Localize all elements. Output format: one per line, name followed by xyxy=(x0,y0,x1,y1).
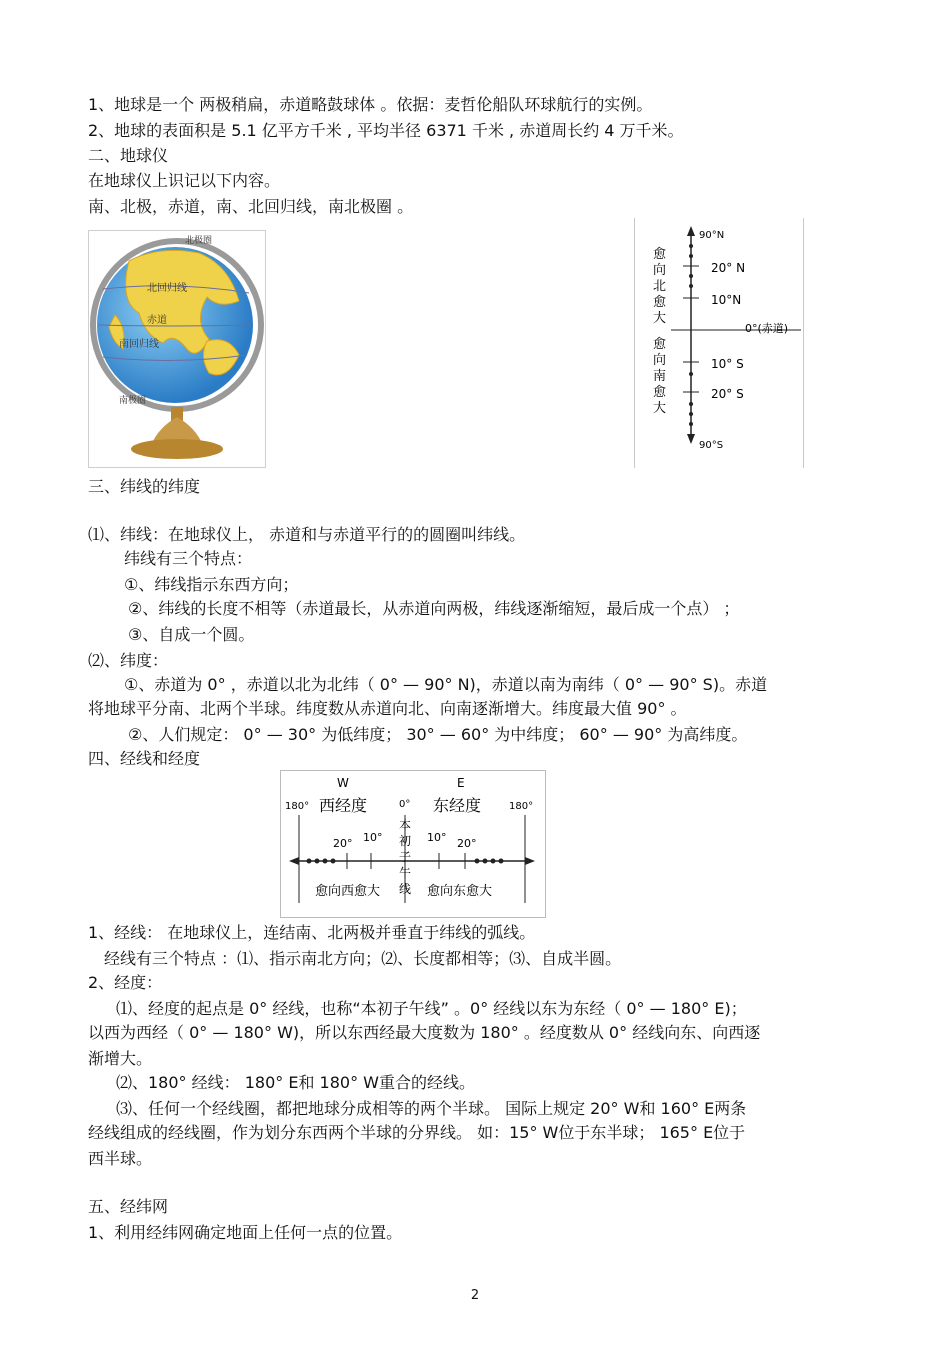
globe-label-south-tropic: 南回归线 xyxy=(119,339,159,350)
lat-label-20n: 20° N xyxy=(711,261,746,275)
lat-south-char: 愈 xyxy=(653,337,667,352)
text-line: 渐增大。 xyxy=(88,1049,153,1068)
lon-label-west: 西经度 xyxy=(319,796,368,815)
prime-meridian-char: 线 xyxy=(399,882,412,896)
lon-west-bottom: 愈向西愈大 xyxy=(315,884,381,899)
prime-meridian-char: 本 xyxy=(399,818,412,832)
lat-north-char: 北 xyxy=(653,279,667,294)
text-line: 以西为西经（ 0° — 180° W)，所以东西经最大度数为 180° 。经度数从 0° 经线向东、向西逐 xyxy=(88,1023,761,1042)
lon-label-e: E xyxy=(457,776,465,790)
page-number: 2 xyxy=(470,1288,480,1303)
globe-label-equator: 赤道 xyxy=(147,315,167,326)
text-line: 在地球仪上识记以下内容。 xyxy=(88,171,281,190)
lon-label-20e: 20° xyxy=(457,837,477,850)
text-line: ②、人们规定： 0° — 30° 为低纬度； 30° — 60° 为中纬度； 60° — 90° 为高纬度。 xyxy=(128,725,748,744)
text-line: 西半球。 xyxy=(88,1149,153,1168)
lat-label-90s: 90°S xyxy=(699,440,724,451)
lat-label-10s: 10° S xyxy=(711,357,744,371)
lon-label-180-left: 180° xyxy=(285,801,310,812)
text-line: ⑶、任何一个经线圈，都把地球分成相等的两个半球。 国际上规定 20° W和 160° E两条 xyxy=(116,1099,747,1118)
lat-south-char: 愈 xyxy=(653,385,667,400)
text-line: 2、经度： xyxy=(88,973,163,992)
lat-label-90n: 90°N xyxy=(699,230,725,241)
lon-label-180-right: 180° xyxy=(509,801,534,812)
globe-label-north-arctic: 北极圈 xyxy=(185,236,213,246)
text-line: 纬线有三个特点： xyxy=(124,549,253,568)
lat-south-char: 向 xyxy=(653,353,667,368)
text-line: ②、纬线的长度不相等（赤道最长，从赤道向两极，纬线逐渐缩短，最后成一个点） ； xyxy=(128,599,740,618)
text-line: ①、赤道为 0° ，赤道以北为北纬（ 0° — 90° N)，赤道以南为南纬（ 0° — 90° S)。赤道 xyxy=(124,675,768,694)
lon-label-10w: 10° xyxy=(363,831,383,844)
text-line: 经线组成的经线圈，作为划分东西两个半球的分界线。 如：15° W位于东半球； 165° E位于 xyxy=(88,1123,746,1142)
lon-label-20w: 20° xyxy=(333,837,353,850)
text-line: ③、自成一个圆。 xyxy=(128,625,255,644)
text-line: ⑴、纬线：在地球仪上， 赤道和与赤道平行的的圆圈叫纬线。 xyxy=(88,525,526,544)
text-line: 1、经线： 在地球仪上，连结南、北两极并垂直于纬线的弧线。 xyxy=(88,923,536,942)
text-line: ⑴、经度的起点是 0° 经线，也称“本初子午线” 。0° 经线以东为东经（ 0° — 180° E)； xyxy=(116,999,747,1018)
text-line: 经线有三个特点 ：⑴、指示南北方向；⑵、长度都相等；⑶、自成半圆。 xyxy=(104,949,622,968)
lat-north-char: 向 xyxy=(653,263,667,278)
lon-east-bottom: 愈向东愈大 xyxy=(427,884,493,899)
lat-south-char: 大 xyxy=(653,401,667,416)
prime-meridian-char: 午 xyxy=(399,866,412,880)
lat-north-char: 愈 xyxy=(653,247,667,262)
text-line: 将地球平分南、北两个半球。纬度数从赤道向北、向南逐渐增大。纬度最大值 90° 。 xyxy=(88,699,687,718)
section-heading: 三、纬线的纬度 xyxy=(88,477,201,496)
lat-label-equator: 0°(赤道) xyxy=(745,322,789,335)
lon-label-10e: 10° xyxy=(427,831,447,844)
text-line: ①、纬线指示东西方向； xyxy=(124,575,299,594)
latitude-scale-diagram xyxy=(634,218,804,468)
text-line: 1、利用经纬网确定地面上任何一点的位置。 xyxy=(88,1223,403,1242)
lon-label-zero: 0° xyxy=(399,799,411,810)
lat-north-char: 大 xyxy=(653,311,667,326)
section-heading: 二、地球仪 xyxy=(88,146,169,165)
lat-label-20s: 20° S xyxy=(711,387,744,401)
longitude-scale-diagram xyxy=(280,770,546,918)
lon-label-w: W xyxy=(337,776,349,790)
lat-north-char: 愈 xyxy=(653,295,667,310)
lat-south-char: 南 xyxy=(653,369,667,384)
prime-meridian-char: 子 xyxy=(399,850,412,864)
globe-label-north-tropic: 北回归线 xyxy=(147,283,187,294)
globe-label-south-arctic: 南极圈 xyxy=(119,396,147,406)
text-line: ⑵、180° 经线： 180° E和 180° W重合的经线。 xyxy=(116,1073,475,1092)
prime-meridian-char: 初 xyxy=(399,834,412,848)
lon-label-east: 东经度 xyxy=(433,796,482,815)
section-heading: 四、经线和经度 xyxy=(88,749,201,768)
text-line: 南、北极，赤道，南、北回归线，南北极圈 。 xyxy=(88,197,414,216)
text-line: 2、地球的表面积是 5.1 亿平方千米 , 平均半径 6371 千米 , 赤道周长约 4 万千米。 xyxy=(88,121,684,140)
section-heading: 五、经纬网 xyxy=(88,1197,169,1216)
globe-image xyxy=(88,230,266,468)
text-line: ⑵、纬度： xyxy=(88,651,169,670)
lat-label-10n: 10°N xyxy=(711,293,742,307)
text-line: 1、地球是一个 两极稍扁，赤道略鼓球体 。依据：麦哲伦船队环球航行的实例。 xyxy=(88,95,653,114)
